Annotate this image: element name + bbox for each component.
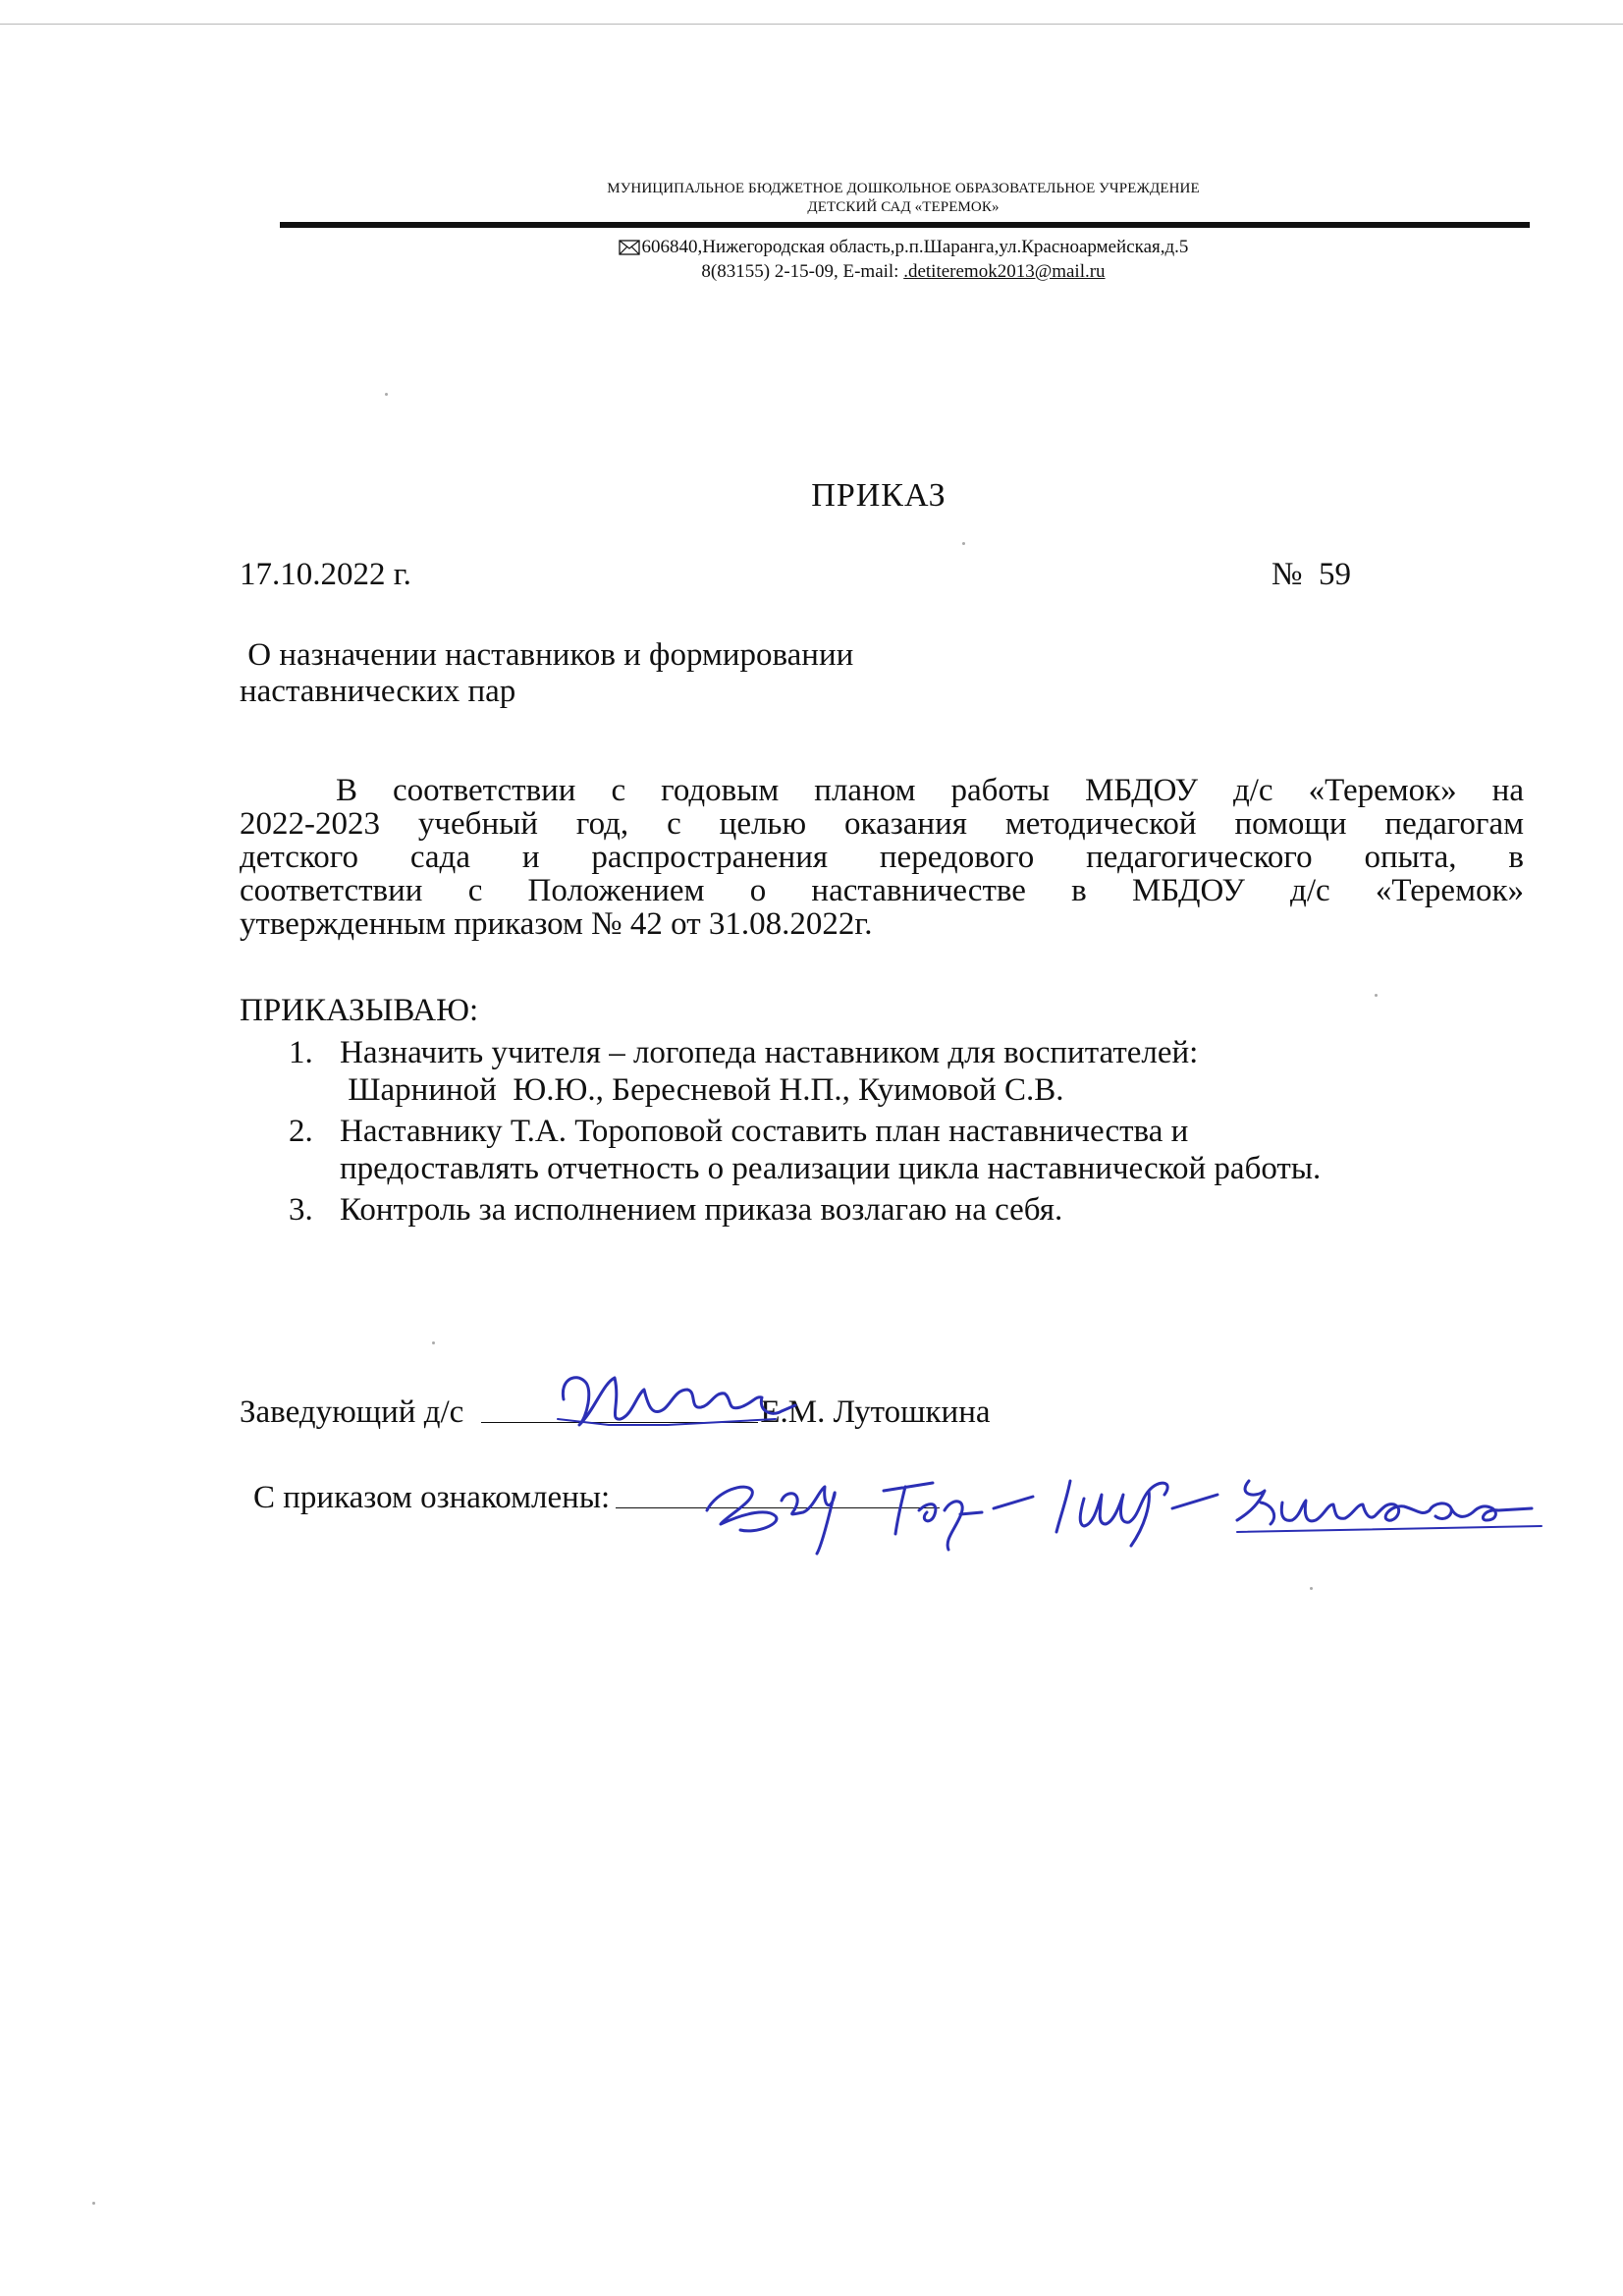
scan-speck — [432, 1341, 435, 1344]
subject-line: О назначении наставников и формировании — [240, 637, 854, 673]
order-text: Наставнику Т.А. Тороповой составить план наставничества и — [340, 1114, 1189, 1149]
address-line — [280, 237, 1527, 261]
contacts-line — [280, 261, 1527, 283]
ack-label: С приказом ознакомлены: — [253, 1480, 611, 1515]
order-number: 2. — [289, 1114, 313, 1149]
head-label: Заведующий д/с — [240, 1394, 464, 1430]
preamble-line: детского сада и распространения передового педагогического опыта, в — [240, 840, 1524, 875]
envelope-icon — [619, 240, 640, 261]
acknowledgement-signatures — [687, 1451, 1551, 1559]
order-text: Шарниной Ю.Ю., Бересневой Н.П., Куимовой С.В. — [340, 1072, 1064, 1108]
letterhead-rule — [280, 222, 1530, 228]
order-text: Назначить учителя – логопеда наставником для воспитателей: — [340, 1035, 1199, 1070]
order-item — [240, 1115, 1536, 1189]
scan-speck — [962, 542, 965, 545]
order-number: 1. — [289, 1035, 313, 1070]
preamble-line: 2022-2023 учебный год, с целью оказания методической помощи педагогам — [240, 806, 1524, 842]
email-link[interactable]: .detiteremok2013@mail.ru — [903, 261, 1106, 282]
document-subject — [240, 638, 853, 711]
scan-speck — [385, 393, 388, 396]
preamble-line: соответствии с Положением о наставничестве в МБДОУ д/с «Теремок» — [240, 873, 1524, 908]
scan-speck — [92, 2202, 95, 2205]
document-number: № 59 — [1271, 557, 1351, 592]
phone-text: 8(83155) 2-15-09, E-mail: — [701, 261, 904, 282]
order-number: 3. — [289, 1192, 313, 1228]
order-text: Контроль за исполнением приказа возлагаю на себя. — [340, 1192, 1063, 1228]
scan-speck — [1310, 1587, 1313, 1590]
address-text: 606840,Нижегородская область,р.п.Шаранга,ул.Красноармейская,д.5 — [641, 237, 1189, 257]
document-date: 17.10.2022 г. — [240, 557, 411, 592]
preamble-line: утвержденным приказом № 42 от 31.08.2022г. — [240, 906, 873, 942]
preamble-line: В соответствии с годовым планом работы МБДОУ д/с «Теремок» на — [336, 773, 1524, 808]
document-title: ПРИКАЗ — [811, 477, 947, 514]
head-name: Е.М. Лутошкина — [760, 1394, 991, 1430]
order-text: предоставлять отчетность о реализации цикла наставнической работы. — [340, 1151, 1322, 1186]
head-signature — [550, 1360, 805, 1439]
organization-subname: ДЕТСКИЙ САД «ТЕРЕМОК» — [807, 199, 1000, 215]
preamble-paragraph — [240, 774, 1524, 941]
scan-edge-line — [0, 24, 1623, 25]
order-item — [240, 1193, 1536, 1230]
organization-name: МУНИЦИПАЛЬНОЕ БЮДЖЕТНОЕ ДОШКОЛЬНОЕ ОБРАЗОВАТЕЛЬНОЕ УЧРЕЖДЕНИЕ — [607, 181, 1200, 196]
decree-heading: ПРИКАЗЫВАЮ: — [240, 993, 479, 1028]
order-list — [240, 1036, 1536, 1234]
scan-speck — [1375, 994, 1378, 997]
order-item — [240, 1036, 1536, 1111]
subject-line: наставнических пар — [240, 674, 516, 709]
